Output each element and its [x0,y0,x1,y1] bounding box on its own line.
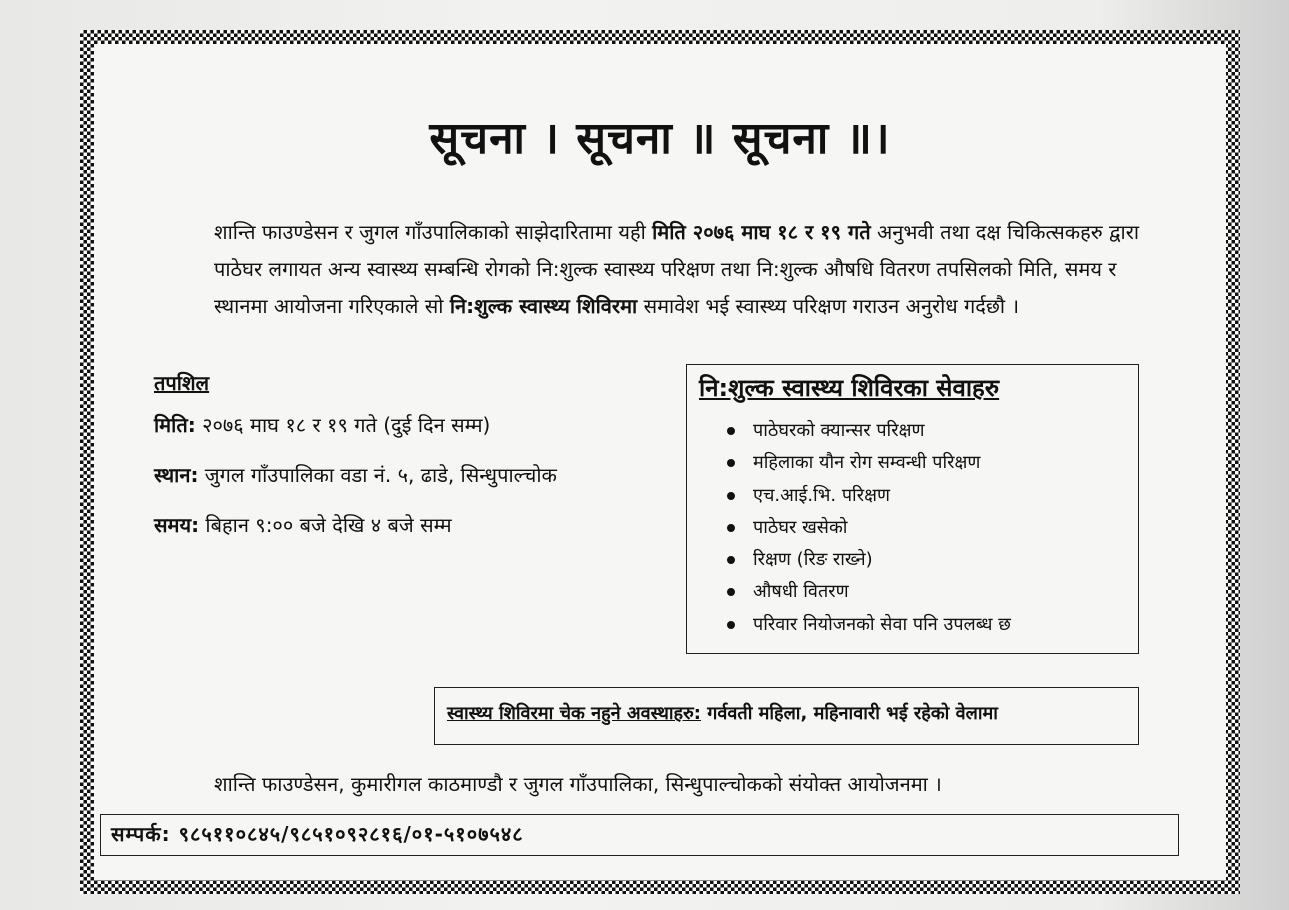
not-checked-label: स्वास्थ्य शिविरमा चेक नहुने अवस्थाहरु: [447,703,702,724]
notice-body [94,44,1226,880]
place-label: स्थान: [154,463,199,487]
not-checked-box [434,687,1139,745]
date-label: मिति: [154,413,196,437]
intro-text-1: शान्ति फाउण्डेसन र जुगल गाँउपालिकाको साझेदारितामा यही [214,220,653,244]
service-item: पाठेघर खसेको [727,514,1011,546]
service-item: रिक्षण (रिङ राख्ने) [727,546,1011,578]
time-label: समय: [154,513,200,537]
date-value: २०७६ माघ १८ र १९ गते (दुई दिन सम्म) [195,413,491,437]
services-list [727,417,1011,643]
service-item: औषधी वितरण [727,578,1011,610]
service-item: परिवार नियोजनको सेवा पनि उपलब्ध छ [727,611,1011,643]
service-item: महिलाका यौन रोग सम्वन्धी परिक्षण [727,449,1011,481]
service-item: पाठेघरको क्यान्सर परिक्षण [727,417,1011,449]
service-item: एच.आई.भि. परिक्षण [727,482,1011,514]
time-value: बिहान ९:०० बजे देखि ४ बजे सम्म [199,513,452,537]
notice-title: सूचना । सूचना ॥ सूचना ॥। [429,113,891,164]
date-row [154,412,674,462]
time-row [154,512,674,562]
organizers-line: शान्ति फाउण्डेसन, कुमारीगल काठमाण्डौ र जुगल गाँउपालिका, सिन्धुपाल्चोकको संयोक्त आयोजनमा । [214,772,942,796]
contact-box: सम्पर्क: ९८५११०८४५/९८५१०९२८१६/०१-५१०७५४८ [100,814,1179,856]
intro-camp-bold: नि:शुल्क स्वास्थ्य शिविरमा [449,294,638,318]
services-box [686,364,1139,654]
details-section [154,369,674,562]
intro-date-bold: मिति २०७६ माघ १८ र १९ गते [652,220,871,244]
not-checked-value: गर्ववती महिला, महिनावारी भई रहेको वेलामा [701,703,998,724]
notice-frame [80,30,1240,894]
details-heading: तपशिल [154,371,210,395]
place-row [154,462,674,512]
intro-paragraph [214,214,1149,325]
place-value: जुगल गाँउपालिका वडा नं. ५, ढाडे, सिन्धुपाल्चोक [198,463,557,487]
services-title: नि:शुल्क स्वास्थ्य शिविरका सेवाहरु [699,374,1000,402]
intro-text-2: अनुभवी तथा दक्ष चिकित्सकहरु द्वारा पाठेघर लगायत अन्य स्वास्थ्य सम्बन्धि रोगको नि:शुल्क स्वास्थ्य परिक्षण तथा नि:शुल्क औषधि वितरण तपसिलको मिति, समय र स्थानमा आयोजना गरिएकाले सो [214,220,1140,318]
intro-text-3: समावेश भई स्वास्थ्य परिक्षण गराउन अनुरोध गर्दछौ । [637,294,1020,318]
